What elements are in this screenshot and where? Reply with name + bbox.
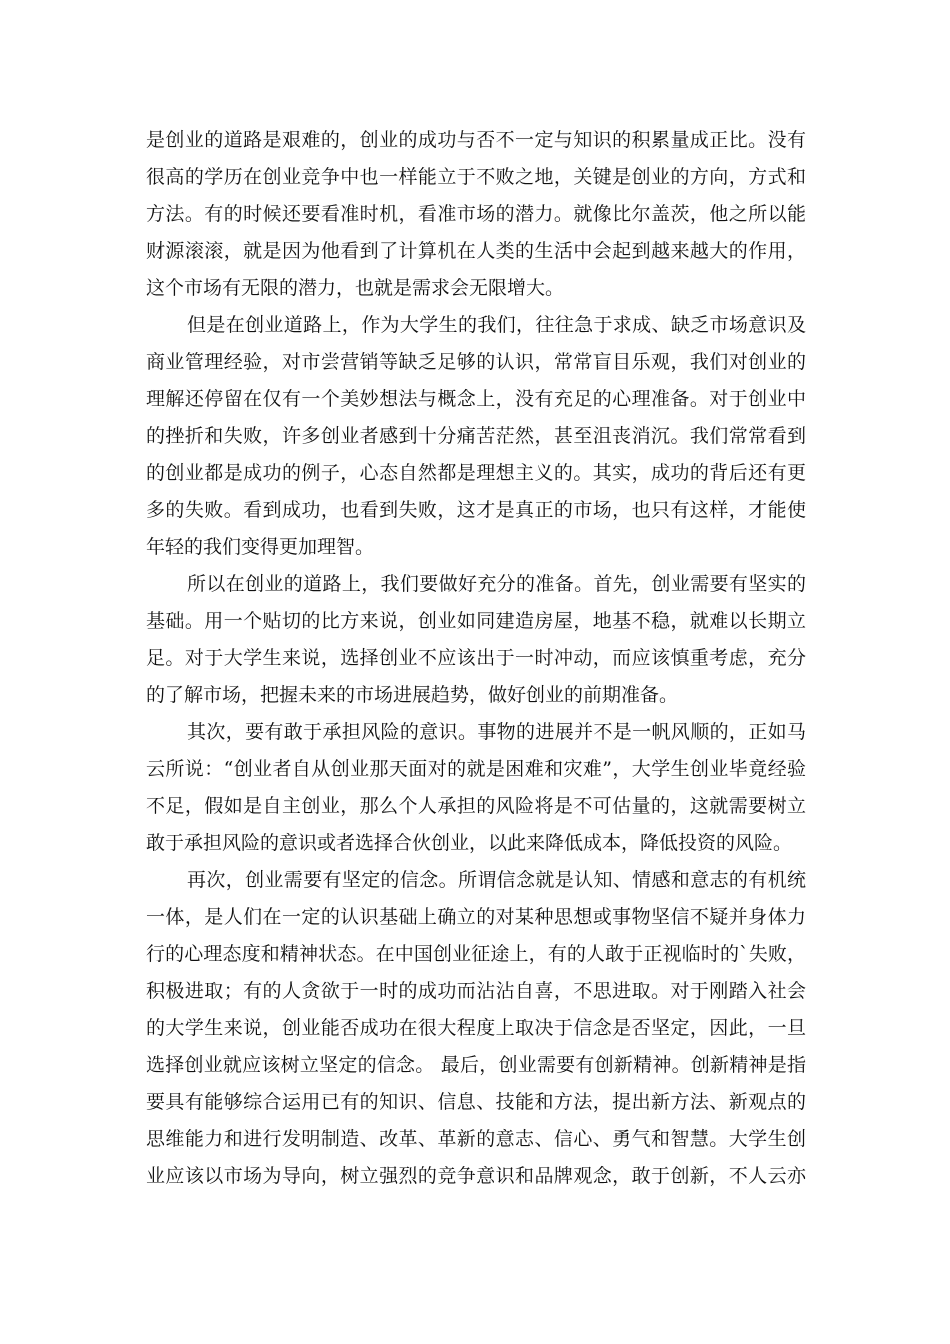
text-line: 是创业的道路是艰难的，创业的成功与否不一定与知识的积累量成正比。没有 [146,129,806,151]
text-line: 思维能力和进行发明制造、改革、革新的意志、信心、勇气和智慧。大学生创 [146,1128,806,1150]
body-text [146,122,806,1195]
text-line: 选择创业就应该树立坚定的信念。 最后，创业需要有创新精神。创新精神是指 [146,1054,806,1076]
text-line: 的挫折和失败，许多创业者感到十分痛苦茫然，甚至沮丧消沉。我们常常看到 [146,425,806,447]
text-line: 其次，要有敢于承担风险的意识。事物的进展并不是一帆风顺的，正如马 [187,721,806,743]
text-line: 的大学生来说，创业能否成功在很大程度上取决于信念是否坚定，因此，一旦 [146,1017,806,1039]
text-line: 足。对于大学生来说，选择创业不应该出于一时冲动，而应该慎重考虑，充分 [146,647,806,669]
text-line: 的了解市场，把握未来的市场进展趋势，做好创业的前期准备。 [146,684,679,706]
text-line: 敢于承担风险的意识或者选择合伙创业，以此来降低成本，降低投资的风险。 [146,832,793,854]
text-line: 多的失败。看到成功，也看到失败，这才是真正的市场，也只有这样，才能使 [146,499,806,521]
text-line: 这个市场有无限的潜力，也就是需求会无限增大。 [146,277,565,299]
text-line: 行的心理态度和精神状态。在中国创业征途上，有的人敢于正视临时的`失败， [146,943,806,965]
text-line: 方法。有的时候还要看准时机，看准市场的潜力。就像比尔盖茨，他之所以能 [146,203,806,225]
text-line: 业应该以市场为导向，树立强烈的竞争意识和品牌观念，敢于创新，不人云亦 [146,1165,806,1187]
text-line: 年轻的我们变得更加理智。 [146,536,375,558]
text-line: 不足，假如是自主创业，那么个人承担的风险将是不可估量的，这就需要树立 [146,795,806,817]
text-line: 很高的学历在创业竞争中也一样能立于不败之地，关键是创业的方向，方式和 [146,166,806,188]
text-line: 但是在创业道路上，作为大学生的我们，往往急于求成、缺乏市场意识及 [187,314,806,336]
text-line: 的创业都是成功的例子，心态自然都是理想主义的。其实，成功的背后还有更 [146,462,806,484]
text-line: 基础。用一个贴切的比方来说，创业如同建造房屋，地基不稳，就难以长期立 [146,610,806,632]
text-line: 商业管理经验，对市尝营销等缺乏足够的认识，常常盲目乐观，我们对创业的 [146,351,806,373]
text-line: 所以在创业的道路上，我们要做好充分的准备。首先，创业需要有坚实的 [187,573,806,595]
text-line: 理解还停留在仅有一个美妙想法与概念上，没有充足的心理准备。对于创业中 [146,388,806,410]
text-line: 财源滚滚，就是因为他看到了计算机在人类的生活中会起到越来越大的作用， [146,240,806,262]
text-line: 一体，是人们在一定的认识基础上确立的对某种思想或事物坚信不疑并身体力 [146,906,806,928]
text-line: 云所说：“创业者自从创业那天面对的就是困难和灾难”，大学生创业毕竟经验 [146,758,806,780]
text-line: 积极进取；有的人贪欲于一时的成功而沾沾自喜，不思进取。对于刚踏入社会 [146,980,806,1002]
text-line: 要具有能够综合运用已有的知识、信息、技能和方法，提出新方法、新观点的 [146,1091,806,1113]
text-line: 再次，创业需要有坚定的信念。所谓信念就是认知、情感和意志的有机统 [187,869,806,891]
